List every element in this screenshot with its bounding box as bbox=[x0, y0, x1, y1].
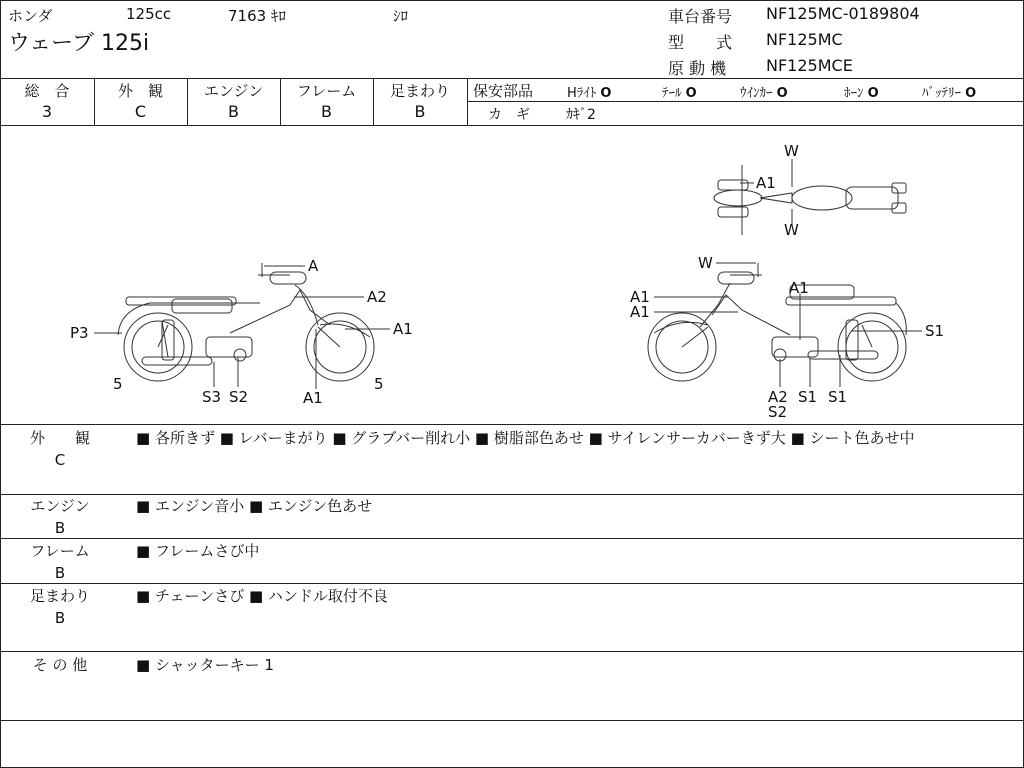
detail-engine-text: ■ エンジン音小 ■ エンジン色あせ bbox=[136, 497, 373, 515]
frame-number-label: 車台番号 bbox=[668, 7, 733, 26]
safety-battery: ﾊﾞｯﾃﾘｰ O bbox=[922, 86, 977, 101]
detail-engine-label: エンジン B bbox=[30, 497, 90, 537]
key-label: カ ギ bbox=[488, 107, 530, 123]
right-label-s1-b: S1 bbox=[828, 388, 848, 406]
maker: ホンダ bbox=[8, 7, 53, 25]
damage-diagram bbox=[0, 125, 1024, 425]
safety-headlight: Hﾗｲﾄ O bbox=[567, 86, 612, 101]
top-label-w-top: W bbox=[784, 142, 799, 160]
safety-taillight: ﾃｰﾙ O bbox=[662, 86, 697, 101]
right-label-a2: A2 bbox=[768, 388, 788, 406]
detail-suspension-text: ■ チェーンさび ■ ハンドル取付不良 bbox=[136, 587, 388, 605]
divider bbox=[0, 424, 1024, 425]
grade-overall-value: 3 bbox=[41, 102, 53, 121]
grade-suspension-label: 足まわり bbox=[389, 82, 450, 100]
divider bbox=[0, 720, 1024, 721]
right-label-s1-a: S1 bbox=[798, 388, 818, 406]
type-label: 型 式 bbox=[668, 33, 733, 52]
right-label-s2: S2 bbox=[768, 403, 788, 421]
left-label-five-left: 5 bbox=[113, 375, 123, 393]
grade-exterior-value: C bbox=[134, 102, 147, 121]
left-label-a2: A2 bbox=[367, 288, 387, 306]
detail-exterior-text: ■ 各所きず ■ レバーまがり ■ グラブバー削れ小 ■ 樹脂部色あせ ■ サイレンサーカバーきず大 ■ シート色あせ中 bbox=[136, 429, 915, 447]
engine-type-label: 原 動 機 bbox=[668, 59, 727, 78]
left-label-p3: P3 bbox=[70, 324, 89, 342]
displacement: 125cc bbox=[126, 5, 172, 23]
grade-engine-value: B bbox=[228, 102, 239, 121]
left-label-five-right: 5 bbox=[374, 375, 384, 393]
grade-suspension-value: B bbox=[414, 102, 426, 121]
divider bbox=[0, 651, 1024, 652]
bike-right-side bbox=[648, 263, 906, 381]
key-value: ｶｷﾞ2 bbox=[566, 107, 596, 123]
divider bbox=[0, 538, 1024, 539]
left-label-a1-front: A1 bbox=[393, 320, 413, 338]
left-label-a1-bottom: A1 bbox=[303, 389, 323, 407]
right-label-a1-seat: A1 bbox=[789, 279, 809, 297]
safety-winker: ｳｲﾝｶｰ O bbox=[740, 86, 788, 101]
frame-number-value: NF125MC-0189804 bbox=[766, 4, 920, 23]
detail-frame-text: ■ フレームさび中 bbox=[136, 542, 260, 560]
grade-exterior-label: 外 観 bbox=[117, 82, 163, 100]
left-label-s3: S3 bbox=[202, 388, 222, 406]
detail-suspension-label: 足まわり B bbox=[29, 587, 90, 627]
right-label-a1-b: A1 bbox=[630, 303, 650, 321]
right-label-a1-a: A1 bbox=[630, 288, 650, 306]
grade-frame-value: B bbox=[321, 102, 332, 121]
bike-top-view bbox=[714, 165, 906, 235]
top-label-w-bottom: W bbox=[784, 221, 799, 239]
detail-frame-label: フレーム B bbox=[30, 542, 90, 582]
type-value: NF125MC bbox=[766, 30, 843, 49]
left-label-a: A bbox=[308, 257, 319, 275]
model-name: ウェーブ 125i bbox=[8, 31, 150, 56]
left-label-s2: S2 bbox=[229, 388, 249, 406]
safety-horn: ﾎｰﾝ O bbox=[844, 86, 879, 101]
divider bbox=[467, 78, 468, 125]
right-label-w: W bbox=[698, 254, 713, 272]
detail-other-label: そ の 他 bbox=[32, 656, 88, 674]
detail-other-text: ■ シャッターキー 1 bbox=[136, 656, 274, 674]
color: ｼﾛ bbox=[393, 7, 409, 25]
divider bbox=[0, 583, 1024, 584]
bike-left-side bbox=[118, 263, 374, 381]
grade-overall-label: 総 合 bbox=[24, 82, 70, 100]
top-label-a1: A1 bbox=[756, 174, 776, 192]
divider bbox=[467, 101, 1024, 102]
grade-engine-label: エンジン bbox=[203, 82, 264, 100]
safety-parts-label: 保安部品 bbox=[473, 82, 534, 100]
detail-exterior-label: 外 観 C bbox=[29, 429, 90, 469]
grade-frame-label: フレーム bbox=[296, 82, 357, 100]
divider bbox=[0, 78, 1024, 79]
mileage: 7163 ｷﾛ bbox=[228, 7, 286, 25]
right-label-s1-right: S1 bbox=[925, 322, 945, 340]
engine-type-value: NF125MCE bbox=[766, 56, 853, 75]
